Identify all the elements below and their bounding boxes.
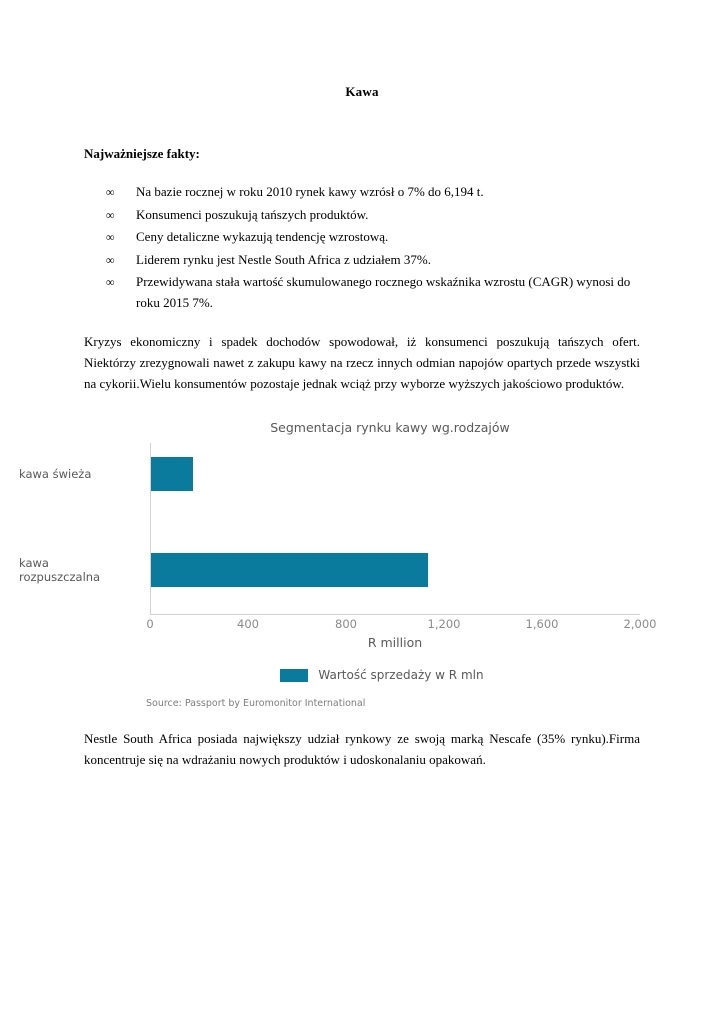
page-title: Kawa	[345, 84, 379, 99]
bullet-icon: ∞	[106, 252, 115, 267]
list-item	[102, 227, 640, 248]
x-tick-label: 400	[237, 617, 259, 631]
category-label	[19, 556, 151, 584]
bullet-icon: ∞	[106, 275, 115, 289]
list-item-text: Przewidywana stała wartość skumulowanego rocznego wskaźnika wzrostu (CAGR) wynosi do roku 2015 7%.	[136, 274, 631, 310]
list-item	[102, 272, 640, 313]
chart-source-note: Source: Passport by Euromonitor International	[146, 698, 366, 709]
bar-row	[19, 457, 193, 491]
bar-kawa-swieza	[151, 457, 193, 491]
bullet-icon: ∞	[106, 185, 115, 199]
bar-row	[19, 553, 428, 587]
category-label-line: kawa świeża	[19, 467, 92, 481]
list-item-text: Konsumenci poszukują tańszych produktów.	[136, 206, 369, 222]
list-item	[102, 182, 640, 203]
list-item-text: Liderem rynku jest Nestle South Africa z udziałem 37%.	[136, 251, 431, 267]
x-tick-label: 800	[335, 617, 357, 631]
list-item-text: Ceny detaliczne wykazują tendencję wzrostową.	[136, 229, 389, 244]
legend-label: Wartość sprzedaży w R mln	[318, 668, 484, 682]
x-tick-label: 2,000	[623, 617, 657, 631]
section-heading: Najważniejsze fakty:	[84, 146, 200, 161]
list-item	[102, 250, 640, 271]
bullet-icon: ∞	[106, 207, 115, 222]
x-tick-label: 1,600	[525, 617, 559, 631]
category-label-line: kawa	[19, 556, 49, 570]
chart-plot-area	[19, 443, 640, 615]
paragraph-2: Nestle South Africa posiada największy udział rynkowy ze swoją marką Nescafe (35% rynku).Firma koncentruje się na wdrażaniu nowych produktów i udoskonalaniu opakowań.	[84, 731, 640, 767]
x-tick-label: 0	[146, 617, 154, 631]
chart-title: Segmentacja rynku kawy wg.rodzajów	[270, 420, 510, 435]
x-axis-title: R million	[367, 635, 423, 650]
category-label	[19, 467, 151, 481]
chart-legend	[124, 668, 640, 682]
bar-chart	[19, 420, 657, 710]
key-facts-list	[84, 182, 640, 313]
category-label-line: rozpuszczalna	[19, 570, 101, 584]
paragraph-1: Kryzys ekonomiczny i spadek dochodów spowodował, iż konsumenci poszukują tańszych ofert. Niektórzy zrezygnowali nawet z zakupu kawy na rzecz innych odmian napojów opartych przede wszystki na cykorii.Wielu konsumentów pozostaje jednak wciąż przy wyborze wyższych jakościowo produktów.	[84, 334, 640, 391]
x-axis-ticks	[146, 615, 657, 633]
legend-swatch	[280, 669, 308, 682]
x-tick-label: 1,200	[427, 617, 461, 631]
bullet-icon: ∞	[106, 230, 115, 244]
list-item	[102, 205, 640, 226]
list-item-text: Na bazie rocznej w roku 2010 rynek kawy wzrósł o 7% do 6,194 t.	[136, 184, 484, 199]
bar-kawa-rozpuszczalna	[151, 553, 428, 587]
